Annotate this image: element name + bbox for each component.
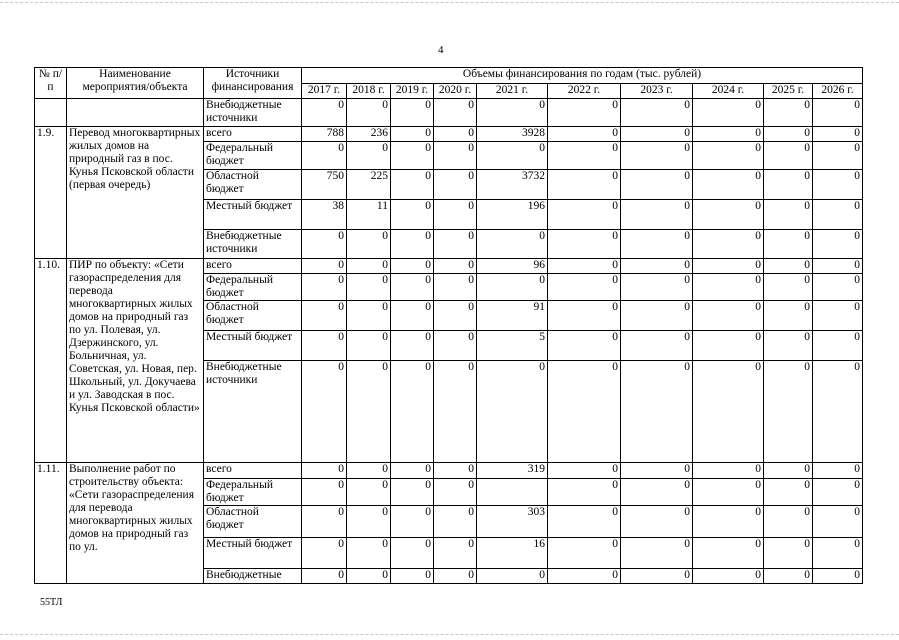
amount-cell: 0 bbox=[434, 538, 477, 569]
table-row bbox=[35, 259, 863, 274]
amount-cell: 0 bbox=[764, 200, 813, 230]
amount-cell: 0 bbox=[548, 361, 621, 463]
header-year: 2025 г. bbox=[764, 84, 813, 99]
amount-cell: 0 bbox=[621, 274, 693, 301]
amount-cell: 5 bbox=[477, 331, 548, 361]
amount-cell: 0 bbox=[434, 301, 477, 331]
amount-cell: 196 bbox=[477, 200, 548, 230]
header-row-1 bbox=[35, 68, 863, 84]
item-name: Перевод многоквартирных жилых домов на природный газ в пос. Кунья Псковской области (первая очередь) bbox=[67, 127, 204, 259]
amount-cell: 11 bbox=[347, 200, 391, 230]
amount-cell: 0 bbox=[347, 361, 391, 463]
amount-cell: 0 bbox=[391, 463, 434, 479]
amount-cell: 0 bbox=[813, 569, 863, 584]
amount-cell: 16 bbox=[477, 538, 548, 569]
header-year: 2019 г. bbox=[391, 84, 434, 99]
amount-cell: 0 bbox=[302, 361, 347, 463]
amount-cell: 0 bbox=[347, 301, 391, 331]
amount-cell: 0 bbox=[434, 200, 477, 230]
amount-cell: 0 bbox=[621, 506, 693, 538]
amount-cell: 0 bbox=[548, 463, 621, 479]
amount-cell: 0 bbox=[391, 170, 434, 200]
amount-cell: 0 bbox=[693, 538, 764, 569]
amount-cell: 0 bbox=[764, 170, 813, 200]
header-year: 2017 г. bbox=[302, 84, 347, 99]
amount-cell: 0 bbox=[347, 230, 391, 259]
amount-cell: 0 bbox=[548, 479, 621, 506]
amount-cell: 0 bbox=[764, 99, 813, 127]
amount-cell: 0 bbox=[302, 463, 347, 479]
scan-edge-bottom bbox=[0, 634, 899, 635]
amount-cell: 0 bbox=[548, 127, 621, 142]
amount-cell: 0 bbox=[391, 331, 434, 361]
amount-cell: 0 bbox=[434, 331, 477, 361]
amount-cell: 0 bbox=[391, 127, 434, 142]
table-row bbox=[35, 127, 863, 142]
amount-cell: 0 bbox=[302, 331, 347, 361]
amount-cell: 0 bbox=[693, 274, 764, 301]
amount-cell: 0 bbox=[434, 274, 477, 301]
amount-cell: 0 bbox=[693, 127, 764, 142]
table-row bbox=[35, 99, 863, 127]
amount-cell: 0 bbox=[548, 331, 621, 361]
item-number: 1.10. bbox=[35, 259, 67, 463]
amount-cell: 0 bbox=[347, 259, 391, 274]
amount-cell: 0 bbox=[434, 506, 477, 538]
amount-cell: 0 bbox=[347, 569, 391, 584]
amount-cell: 0 bbox=[693, 230, 764, 259]
amount-cell: 0 bbox=[693, 361, 764, 463]
amount-cell: 0 bbox=[764, 230, 813, 259]
amount-cell: 0 bbox=[693, 170, 764, 200]
amount-cell: 0 bbox=[434, 259, 477, 274]
funding-source: Внебюджетные источники bbox=[204, 99, 302, 127]
amount-cell: 0 bbox=[548, 170, 621, 200]
amount-cell: 0 bbox=[434, 127, 477, 142]
footer-code: 55ТЛ bbox=[40, 597, 63, 608]
amount-cell: 0 bbox=[302, 274, 347, 301]
amount-cell: 0 bbox=[391, 200, 434, 230]
amount-cell: 0 bbox=[764, 301, 813, 331]
amount-cell: 0 bbox=[813, 200, 863, 230]
amount-cell: 0 bbox=[391, 274, 434, 301]
amount-cell: 0 bbox=[693, 569, 764, 584]
table-row bbox=[35, 463, 863, 479]
amount-cell: 0 bbox=[347, 479, 391, 506]
amount-cell: 0 bbox=[621, 301, 693, 331]
funding-source: Федеральный бюджет bbox=[204, 142, 302, 170]
amount-cell: 0 bbox=[813, 274, 863, 301]
amount-cell: 0 bbox=[391, 99, 434, 127]
amount-cell: 0 bbox=[813, 127, 863, 142]
header-year: 2024 г. bbox=[693, 84, 764, 99]
funding-source: Федеральный бюджет bbox=[204, 479, 302, 506]
amount-cell: 0 bbox=[813, 479, 863, 506]
amount-cell: 0 bbox=[621, 361, 693, 463]
amount-cell: 0 bbox=[764, 361, 813, 463]
amount-cell: 0 bbox=[302, 99, 347, 127]
scan-edge-top bbox=[0, 2, 899, 3]
header-volumes: Объемы финансирования по годам (тыс. рублей) bbox=[302, 68, 863, 84]
amount-cell: 0 bbox=[302, 142, 347, 170]
amount-cell: 0 bbox=[621, 127, 693, 142]
amount-cell: 0 bbox=[693, 463, 764, 479]
amount-cell: 788 bbox=[302, 127, 347, 142]
amount-cell: 0 bbox=[764, 127, 813, 142]
amount-cell: 0 bbox=[764, 259, 813, 274]
amount-cell: 0 bbox=[302, 538, 347, 569]
amount-cell: 0 bbox=[434, 361, 477, 463]
amount-cell: 303 bbox=[477, 506, 548, 538]
header-year: 2026 г. bbox=[813, 84, 863, 99]
amount-cell: 0 bbox=[347, 99, 391, 127]
header-num: № п/п bbox=[35, 68, 67, 99]
amount-cell: 0 bbox=[621, 200, 693, 230]
amount-cell: 0 bbox=[621, 331, 693, 361]
amount-cell: 0 bbox=[391, 230, 434, 259]
item-number: 1.9. bbox=[35, 127, 67, 259]
amount-cell: 0 bbox=[813, 170, 863, 200]
funding-source: всего bbox=[204, 463, 302, 479]
amount-cell: 0 bbox=[621, 538, 693, 569]
amount-cell: 0 bbox=[693, 99, 764, 127]
page-number: 4 bbox=[438, 44, 444, 56]
amount-cell: 0 bbox=[391, 506, 434, 538]
amount-cell: 0 bbox=[548, 99, 621, 127]
amount-cell: 0 bbox=[347, 538, 391, 569]
amount-cell: 0 bbox=[302, 506, 347, 538]
funding-source: Областной бюджет bbox=[204, 170, 302, 200]
funding-source: всего bbox=[204, 259, 302, 274]
amount-cell: 0 bbox=[477, 230, 548, 259]
amount-cell: 0 bbox=[621, 142, 693, 170]
amount-cell: 0 bbox=[302, 301, 347, 331]
amount-cell: 0 bbox=[391, 142, 434, 170]
amount-cell: 0 bbox=[548, 230, 621, 259]
amount-cell: 236 bbox=[347, 127, 391, 142]
header-year: 2022 г. bbox=[548, 84, 621, 99]
amount-cell: 0 bbox=[693, 479, 764, 506]
amount-cell: 0 bbox=[434, 463, 477, 479]
header-year: 2023 г. bbox=[621, 84, 693, 99]
amount-cell: 3732 bbox=[477, 170, 548, 200]
amount-cell: 319 bbox=[477, 463, 548, 479]
amount-cell: 0 bbox=[302, 569, 347, 584]
amount-cell: 0 bbox=[434, 479, 477, 506]
funding-source: Внебюджетные источники bbox=[204, 361, 302, 463]
amount-cell: 0 bbox=[434, 170, 477, 200]
amount-cell: 0 bbox=[764, 479, 813, 506]
amount-cell: 0 bbox=[477, 274, 548, 301]
amount-cell: 0 bbox=[621, 463, 693, 479]
funding-source: Местный бюджет bbox=[204, 200, 302, 230]
item-number: 1.11. bbox=[35, 463, 67, 584]
amount-cell: 0 bbox=[621, 479, 693, 506]
amount-cell: 0 bbox=[621, 170, 693, 200]
amount-cell: 0 bbox=[764, 274, 813, 301]
amount-cell: 0 bbox=[302, 259, 347, 274]
amount-cell: 0 bbox=[813, 538, 863, 569]
amount-cell: 0 bbox=[693, 142, 764, 170]
amount-cell: 0 bbox=[391, 538, 434, 569]
amount-cell: 96 bbox=[477, 259, 548, 274]
amount-cell: 0 bbox=[434, 142, 477, 170]
amount-cell: 0 bbox=[391, 301, 434, 331]
item-number bbox=[35, 99, 67, 127]
funding-source: всего bbox=[204, 127, 302, 142]
amount-cell: 0 bbox=[548, 538, 621, 569]
amount-cell: 0 bbox=[347, 506, 391, 538]
funding-source: Местный бюджет bbox=[204, 331, 302, 361]
amount-cell: 0 bbox=[347, 331, 391, 361]
funding-source: Внебюджетные bbox=[204, 569, 302, 584]
amount-cell: 0 bbox=[391, 479, 434, 506]
amount-cell: 0 bbox=[764, 463, 813, 479]
header-year: 2018 г. bbox=[347, 84, 391, 99]
amount-cell: 0 bbox=[302, 479, 347, 506]
amount-cell: 0 bbox=[548, 200, 621, 230]
amount-cell: 0 bbox=[391, 569, 434, 584]
item-name: ПИР по объекту: «Сети газораспределения для перевода многоквартирных жилых домов на природный газ по ул. Полевая, ул. Дзержинского, ул. Больничная, ул. Советская, ул. Новая, пер. Школьный, ул. Докучаева и ул. Заводская в пос. Кунья Псковской области» bbox=[67, 259, 204, 463]
amount-cell: 0 bbox=[548, 569, 621, 584]
amount-cell: 0 bbox=[693, 259, 764, 274]
amount-cell: 0 bbox=[693, 200, 764, 230]
amount-cell: 0 bbox=[548, 506, 621, 538]
amount-cell: 0 bbox=[477, 569, 548, 584]
funding-source: Местный бюджет bbox=[204, 538, 302, 569]
amount-cell: 0 bbox=[693, 506, 764, 538]
amount-cell: 0 bbox=[813, 506, 863, 538]
amount-cell: 0 bbox=[434, 569, 477, 584]
amount-cell: 0 bbox=[764, 569, 813, 584]
amount-cell: 0 bbox=[548, 274, 621, 301]
amount-cell: 0 bbox=[347, 463, 391, 479]
amount-cell: 0 bbox=[477, 142, 548, 170]
amount-cell: 0 bbox=[391, 259, 434, 274]
item-name: Выполнение работ по строительству объекта: «Сети газораспределения для перевода многоквартирных жилых домов на природный газ по ул. bbox=[67, 463, 204, 584]
amount-cell: 0 bbox=[477, 99, 548, 127]
amount-cell: 0 bbox=[548, 301, 621, 331]
amount-cell: 0 bbox=[347, 274, 391, 301]
amount-cell: 0 bbox=[621, 569, 693, 584]
amount-cell: 0 bbox=[621, 99, 693, 127]
amount-cell: 91 bbox=[477, 301, 548, 331]
amount-cell: 0 bbox=[391, 361, 434, 463]
amount-cell: 0 bbox=[764, 506, 813, 538]
amount-cell: 0 bbox=[813, 301, 863, 331]
amount-cell: 0 bbox=[548, 259, 621, 274]
item-name bbox=[67, 99, 204, 127]
amount-cell: 0 bbox=[764, 538, 813, 569]
header-source: Источники финансирования bbox=[204, 68, 302, 99]
header-year: 2020 г. bbox=[434, 84, 477, 99]
header-name: Наименование мероприятия/объекта bbox=[67, 68, 204, 99]
amount-cell: 0 bbox=[813, 463, 863, 479]
amount-cell: 0 bbox=[434, 230, 477, 259]
funding-source: Областной бюджет bbox=[204, 506, 302, 538]
funding-source: Внебюджетные источники bbox=[204, 230, 302, 259]
amount-cell: 0 bbox=[621, 259, 693, 274]
amount-cell: 0 bbox=[434, 99, 477, 127]
amount-cell: 3928 bbox=[477, 127, 548, 142]
amount-cell: 0 bbox=[693, 301, 764, 331]
amount-cell: 750 bbox=[302, 170, 347, 200]
amount-cell: 0 bbox=[813, 259, 863, 274]
amount-cell: 0 bbox=[347, 142, 391, 170]
amount-cell: 225 bbox=[347, 170, 391, 200]
amount-cell: 0 bbox=[302, 230, 347, 259]
amount-cell: 0 bbox=[813, 331, 863, 361]
amount-cell: 0 bbox=[813, 230, 863, 259]
amount-cell: 38 bbox=[302, 200, 347, 230]
amount-cell: 0 bbox=[548, 142, 621, 170]
financing-table bbox=[34, 67, 863, 584]
amount-cell: 0 bbox=[813, 142, 863, 170]
funding-source: Федеральный бюджет bbox=[204, 274, 302, 301]
amount-cell: 0 bbox=[813, 99, 863, 127]
amount-cell bbox=[477, 479, 548, 506]
header-year: 2021 г. bbox=[477, 84, 548, 99]
amount-cell: 0 bbox=[621, 230, 693, 259]
amount-cell: 0 bbox=[477, 361, 548, 463]
amount-cell: 0 bbox=[693, 331, 764, 361]
funding-source: Областной бюджет bbox=[204, 301, 302, 331]
amount-cell: 0 bbox=[764, 331, 813, 361]
amount-cell: 0 bbox=[813, 361, 863, 463]
amount-cell: 0 bbox=[764, 142, 813, 170]
